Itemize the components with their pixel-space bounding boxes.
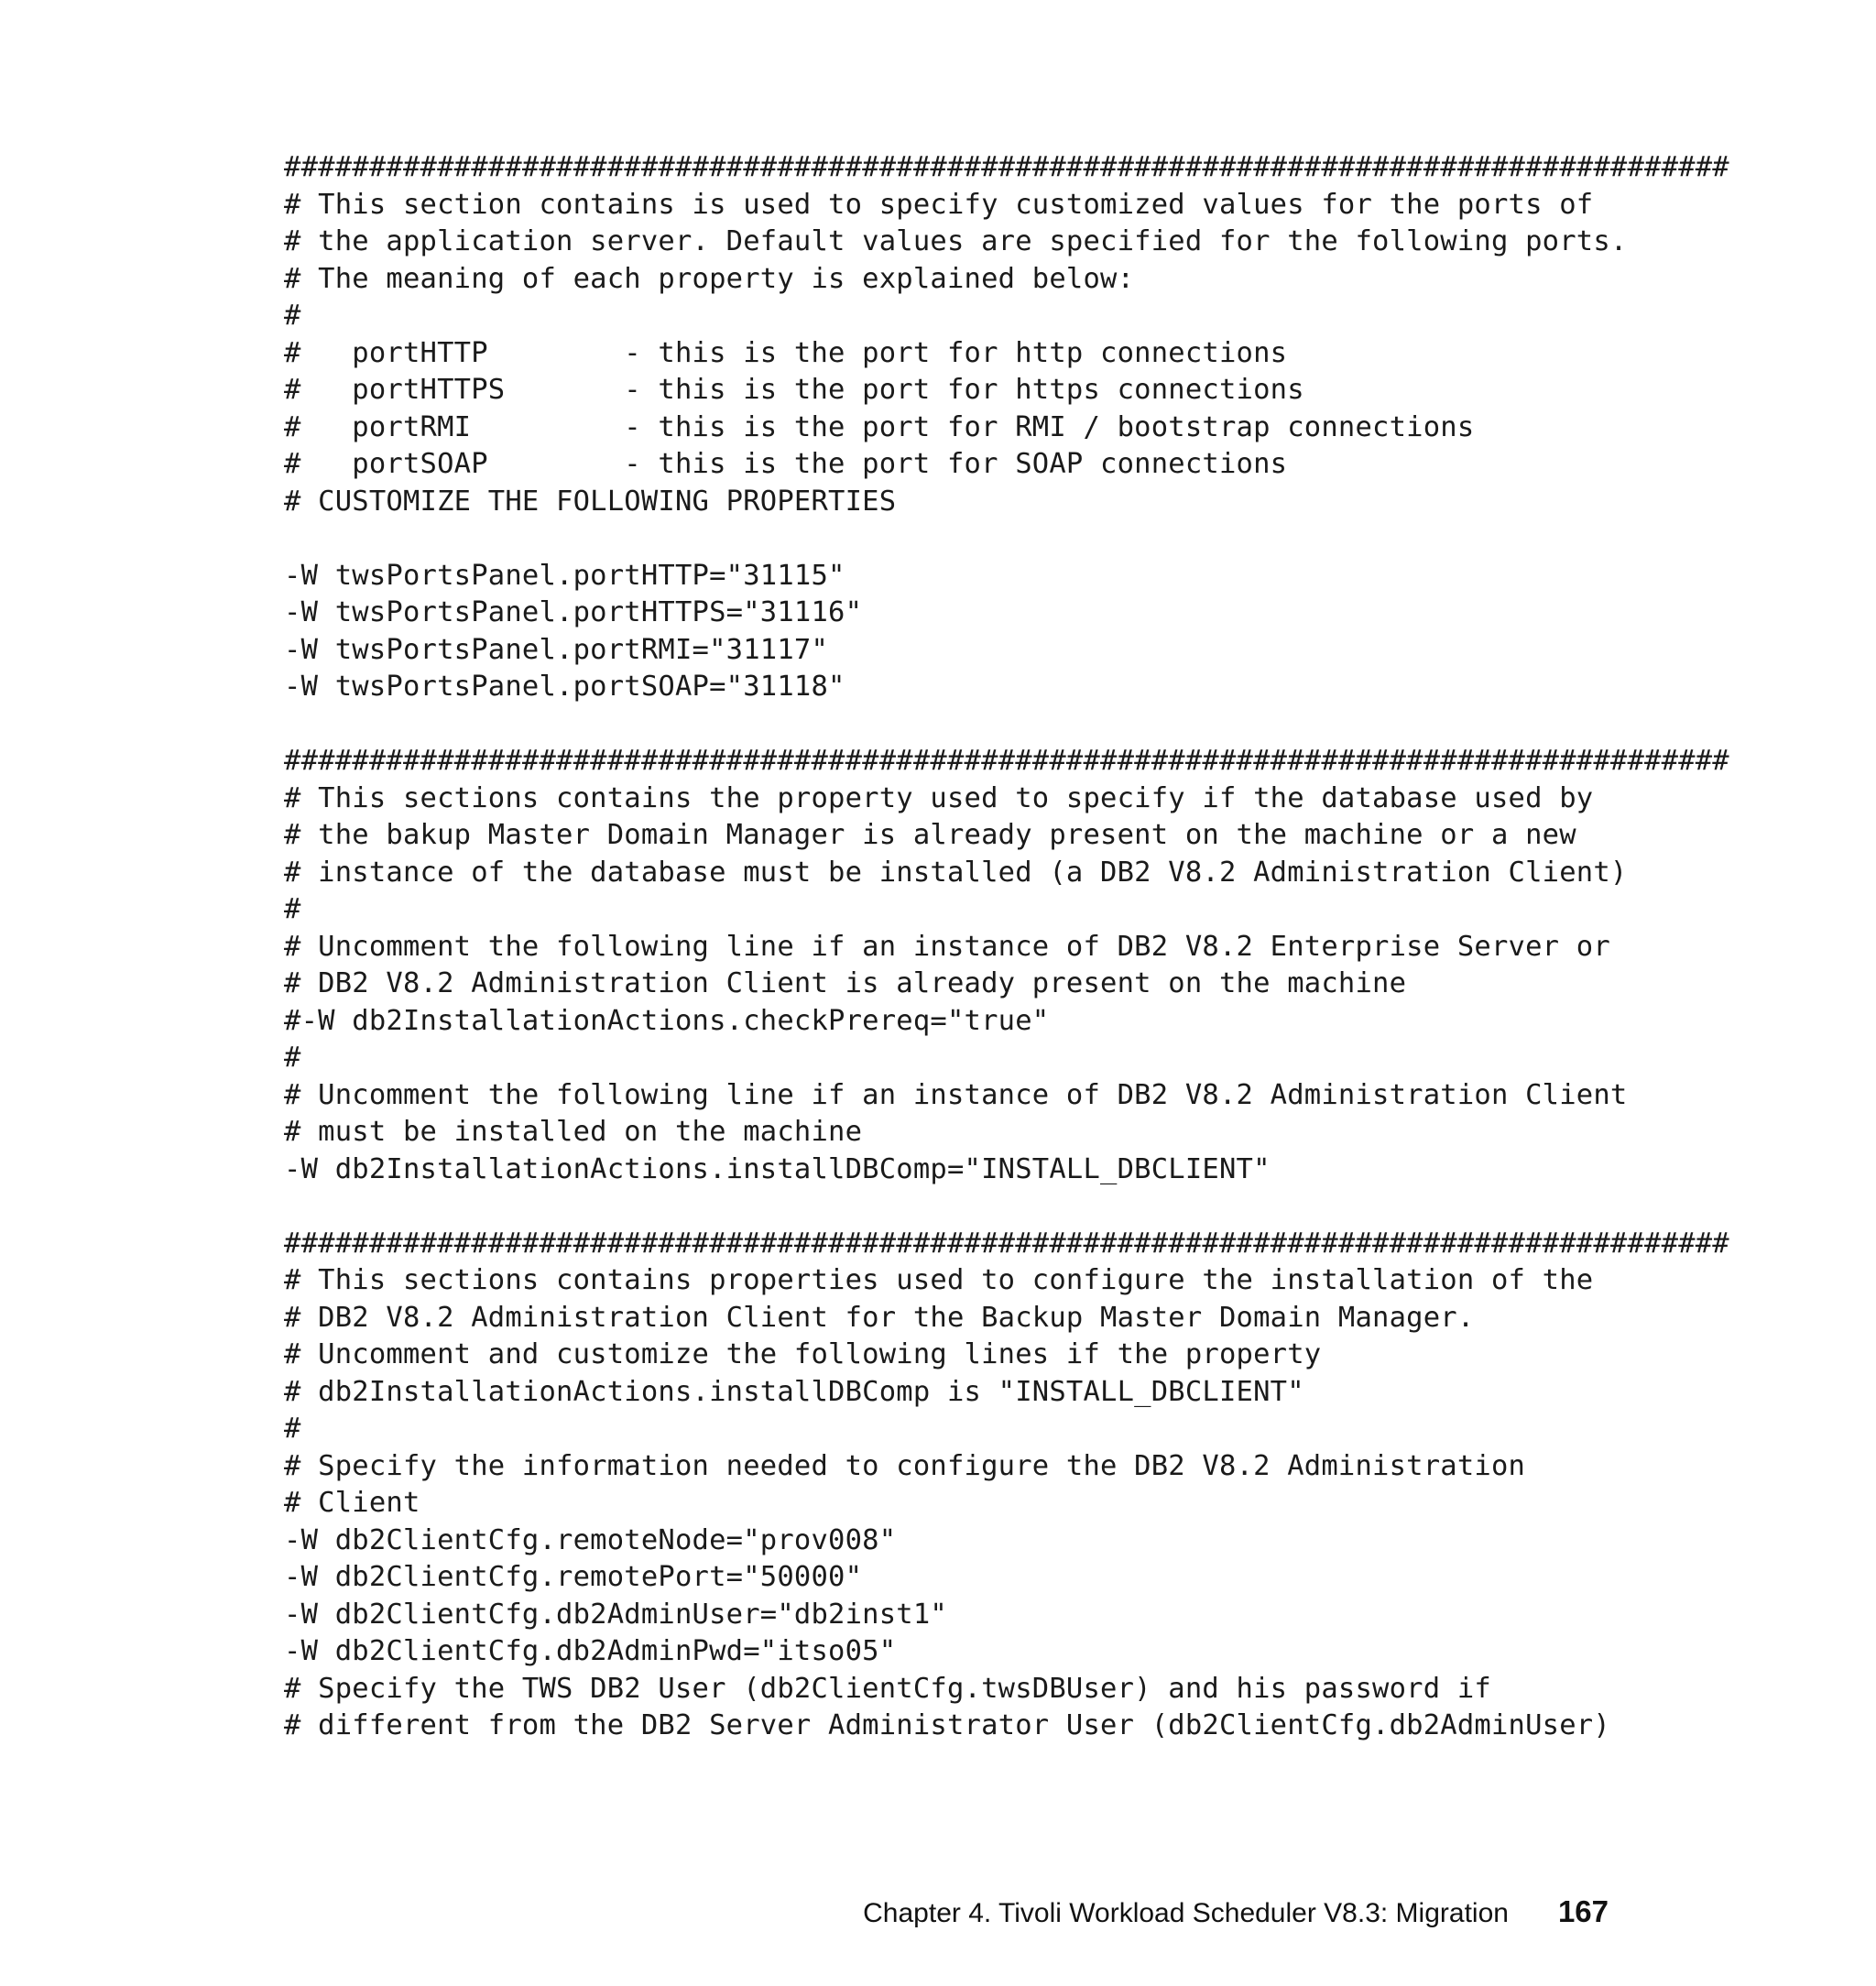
code-line: -W twsPortsPanel.portSOAP="31118" xyxy=(284,671,845,703)
code-line: # portHTTP - this is the port for http connections xyxy=(284,336,1288,369)
code-line: # portRMI - this is the port for RMI / bootstrap connections xyxy=(284,410,1475,443)
code-line: # Specify the TWS DB2 User (db2ClientCfg.twsDBUser) and his password if xyxy=(284,1672,1491,1705)
code-line: # xyxy=(284,300,301,332)
code-line: ##################################################################################### xyxy=(284,1227,1729,1260)
code-line: -W twsPortsPanel.portHTTP="31115" xyxy=(284,559,845,592)
code-line: # must be installed on the machine xyxy=(284,1116,863,1148)
code-line: # This section contains is used to specify customized values for the ports of xyxy=(284,188,1594,221)
code-line xyxy=(284,520,1612,558)
code-line: # xyxy=(284,893,301,925)
code-line: # This sections contains properties used to configure the installation of the xyxy=(284,1264,1594,1296)
code-line: # portHTTPS - this is the port for https connections xyxy=(284,374,1304,406)
page-footer xyxy=(863,1894,1609,1929)
code-line: # xyxy=(284,1413,301,1445)
code-line: #-W db2InstallationActions.checkPrereq="true" xyxy=(284,1004,1050,1037)
code-line: -W db2ClientCfg.db2AdminUser="db2inst1" xyxy=(284,1598,947,1631)
code-line: ##################################################################################### xyxy=(284,745,1729,777)
code-line: # CUSTOMIZE THE FOLLOWING PROPERTIES xyxy=(284,485,897,518)
page-number: 167 xyxy=(1557,1894,1609,1928)
code-line: # portSOAP - this is the port for SOAP connections xyxy=(284,448,1288,480)
code-line: -W db2ClientCfg.db2AdminPwd="itso05" xyxy=(284,1635,897,1667)
code-line: # DB2 V8.2 Administration Client is already present on the machine xyxy=(284,967,1407,999)
code-line: # instance of the database must be installed (a DB2 V8.2 Administration Client) xyxy=(284,856,1628,889)
code-line: # Uncomment the following line if an instance of DB2 V8.2 Administration Client xyxy=(284,1078,1628,1111)
code-line: # the bakup Master Domain Manager is already present on the machine or a new xyxy=(284,819,1576,851)
code-line: -W db2InstallationActions.installDBComp="INSTALL_DBCLIENT" xyxy=(284,1152,1271,1185)
code-line: # Specify the information needed to configure the DB2 V8.2 Administration xyxy=(284,1449,1526,1482)
code-line: # Uncomment and customize the following lines if the property xyxy=(284,1338,1322,1370)
code-line: # Uncomment the following line if an instance of DB2 V8.2 Enterprise Server or xyxy=(284,930,1610,963)
code-line: # xyxy=(284,1042,301,1074)
code-line: -W db2ClientCfg.remotePort="50000" xyxy=(284,1561,863,1593)
footer-chapter-title: Chapter 4. Tivoli Workload Scheduler V8.3: Migration xyxy=(863,1898,1509,1928)
code-line: # DB2 V8.2 Administration Client for the Backup Master Domain Manager. xyxy=(284,1301,1475,1334)
code-line xyxy=(284,1188,1612,1226)
code-line: # different from the DB2 Server Administrator User (db2ClientCfg.db2AdminUser) xyxy=(284,1709,1610,1741)
code-line: ##################################################################################### xyxy=(284,151,1729,183)
code-line xyxy=(284,706,1612,744)
code-line: -W db2ClientCfg.remoteNode="prov008" xyxy=(284,1523,897,1556)
code-line: -W twsPortsPanel.portRMI="31117" xyxy=(284,633,829,666)
code-line: -W twsPortsPanel.portHTTPS="31116" xyxy=(284,596,863,628)
code-line: # Client xyxy=(284,1487,420,1519)
code-line: # the application server. Default values are specified for the following ports. xyxy=(284,225,1628,257)
code-line: # This sections contains the property used to specify if the database used by xyxy=(284,781,1594,814)
code-listing xyxy=(284,149,1729,1745)
code-line: # db2InstallationActions.installDBComp is "INSTALL_DBCLIENT" xyxy=(284,1375,1304,1408)
code-line: # The meaning of each property is explained below: xyxy=(284,262,1135,295)
